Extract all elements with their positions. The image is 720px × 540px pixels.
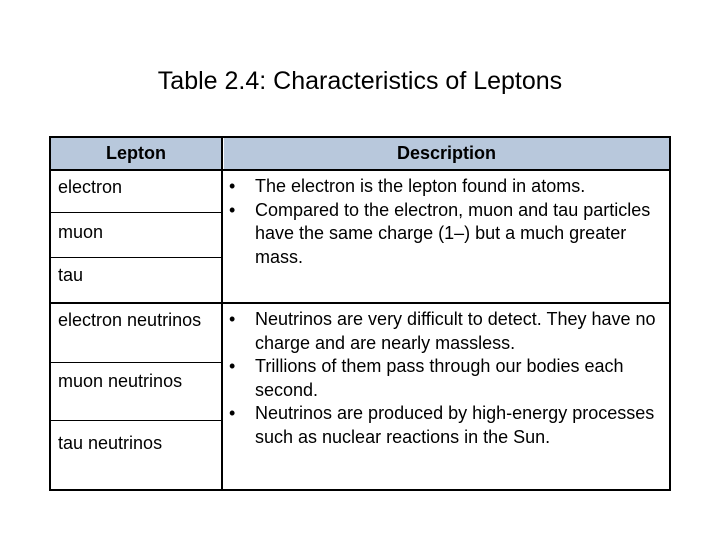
lepton-name: tau neutrinos (58, 433, 163, 453)
description-list (229, 308, 669, 449)
header-lepton: Lepton (51, 138, 221, 169)
list-item (229, 175, 669, 199)
bullet-icon: • (229, 199, 236, 220)
page-title: Table 2.4: Characteristics of Leptons (157, 67, 563, 95)
list-item (229, 199, 669, 270)
description-text: Neutrinos are very difficult to detect. They have no charge and are nearly massless. (255, 309, 656, 353)
lepton-name: muon neutrinos (58, 371, 183, 391)
table-border-left (49, 136, 51, 491)
list-item (229, 308, 669, 355)
description-text: Trillions of them pass through our bodies each second. (255, 356, 624, 400)
group-divider (49, 302, 671, 304)
lepton-name: tau (58, 265, 84, 285)
row-divider (49, 212, 221, 213)
table-border-top (49, 136, 671, 138)
header-divider (49, 169, 671, 171)
description-list (229, 175, 669, 269)
lepton-name: electron (58, 177, 123, 197)
bullet-icon: • (229, 356, 236, 376)
bullet-icon: • (229, 403, 236, 423)
bullet-icon: • (229, 176, 236, 196)
column-divider (221, 136, 223, 491)
table-border-bottom (49, 489, 671, 491)
row-divider (49, 362, 221, 363)
lepton-name: electron neutrinos (58, 310, 202, 330)
row-divider (49, 257, 221, 258)
list-item (229, 402, 669, 449)
description-text: Compared to the electron, muon and tau particles have the same charge (1–) but a much greater mass. (255, 199, 651, 267)
lepton-name: muon (58, 222, 104, 242)
list-item (229, 355, 669, 402)
table-border-right (669, 136, 671, 491)
description-text: Neutrinos are produced by high-energy processes such as nuclear reactions in the Sun. (255, 403, 655, 447)
row-divider (49, 420, 221, 421)
header-description: Description (224, 138, 669, 169)
description-text: The electron is the lepton found in atoms. (255, 176, 586, 196)
bullet-icon: • (229, 309, 236, 329)
